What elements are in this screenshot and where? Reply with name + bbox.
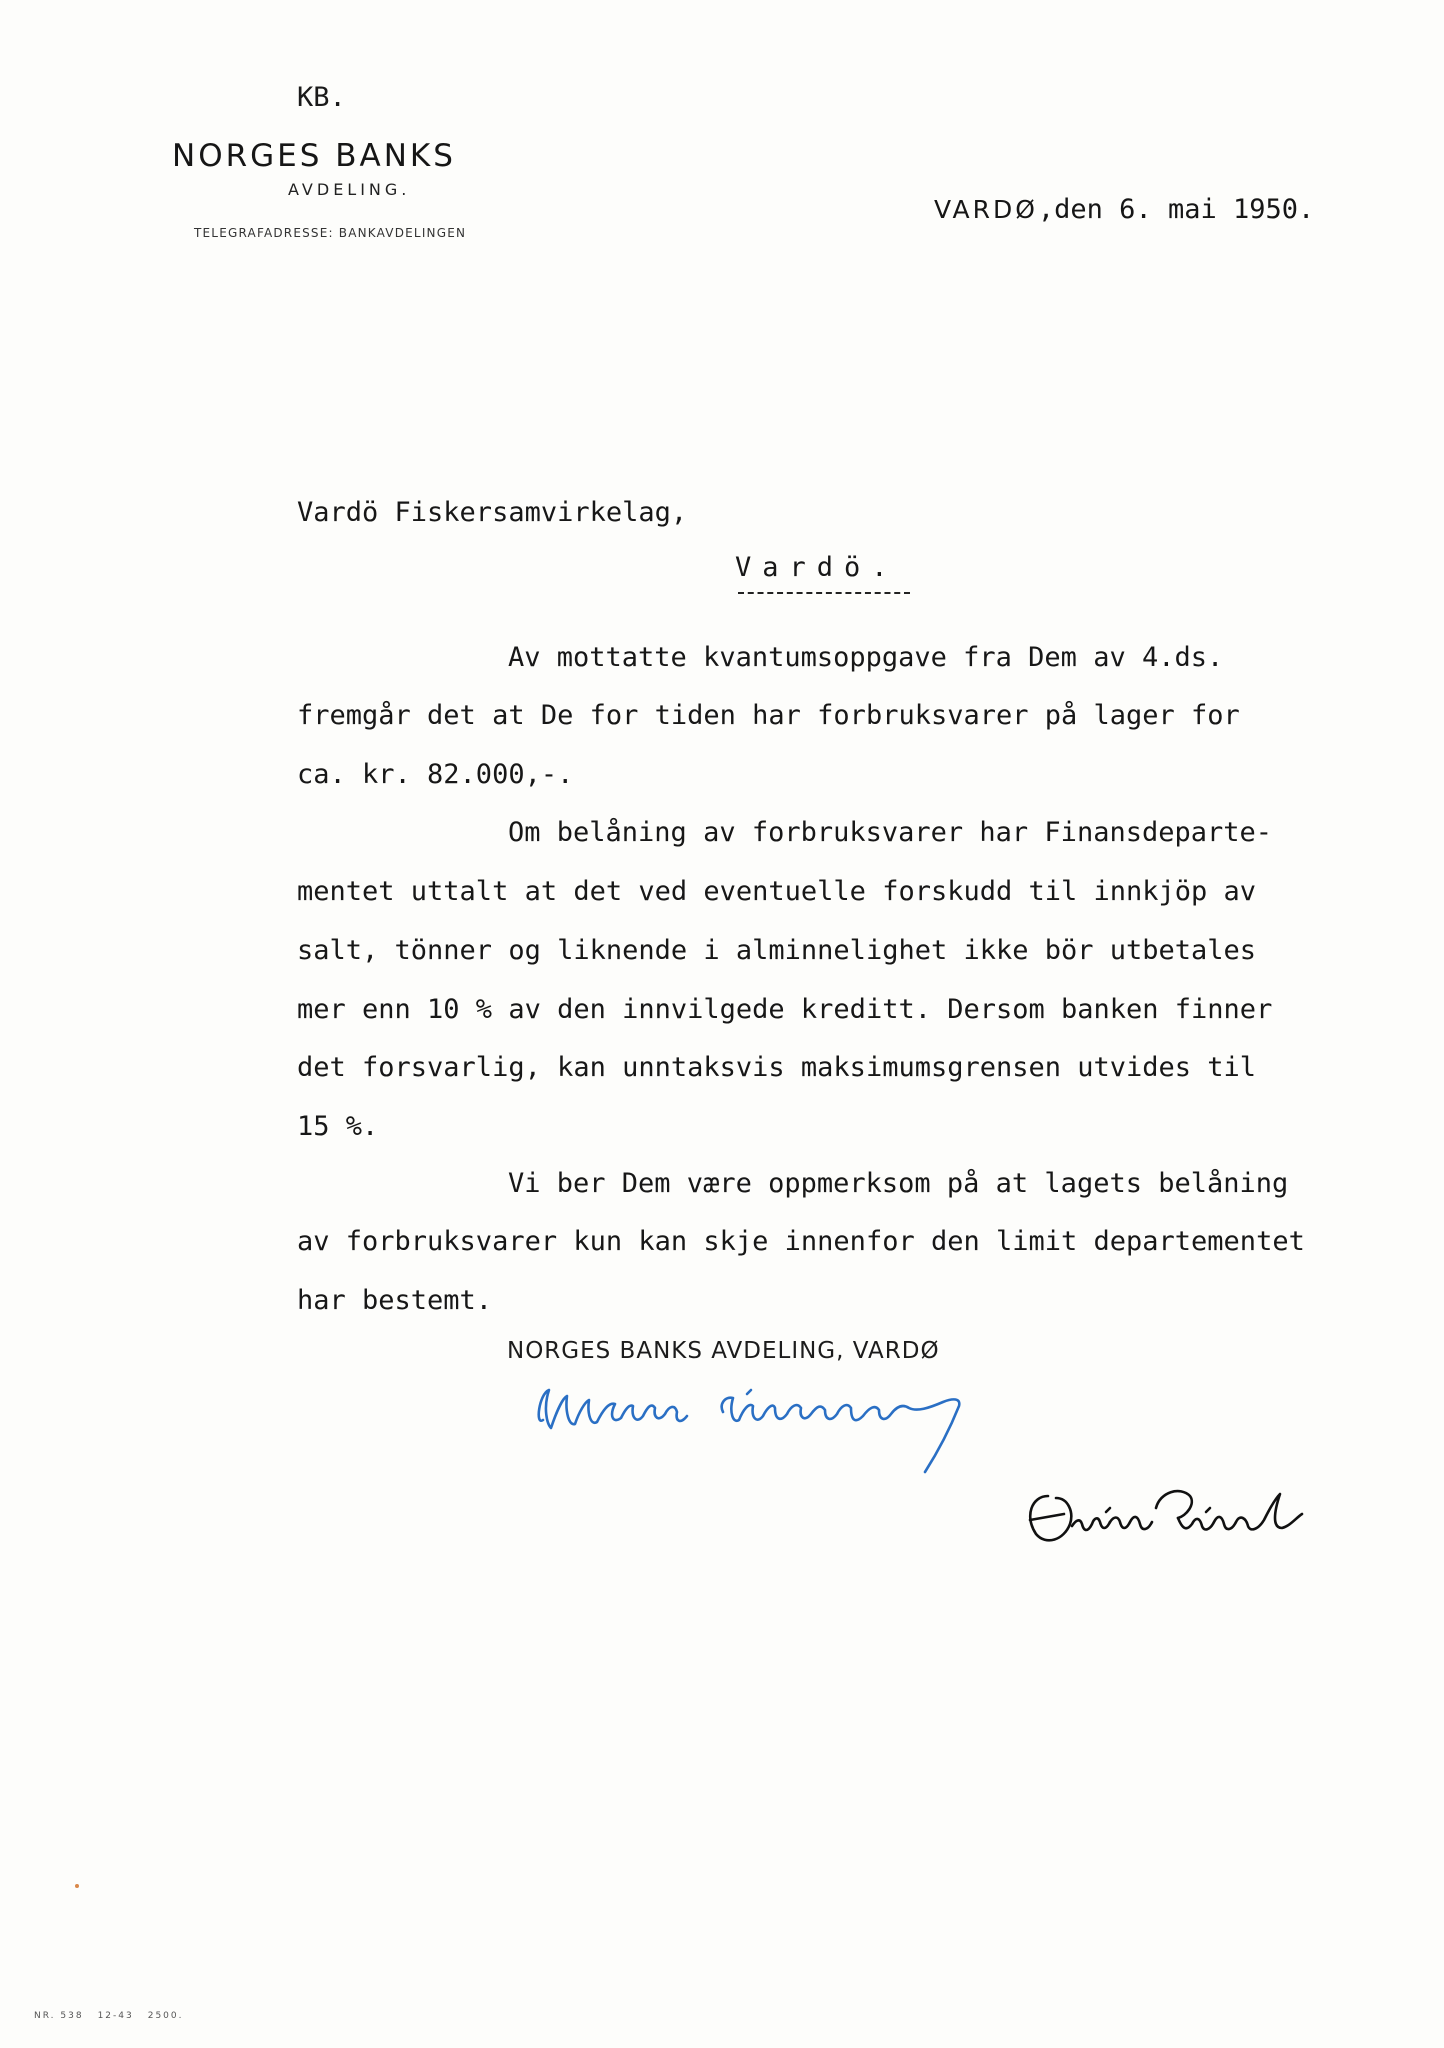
paragraph-2-line-6: 15 %. (297, 1111, 379, 1142)
letterhead-branch: AVDELING. (288, 180, 411, 199)
paragraph-2-line-4: mer enn 10 % av den innvilgede kreditt. Dersom banken finner (297, 994, 1273, 1025)
signature-block-title: NORGES BANKS AVDELING, VARDØ (507, 1338, 940, 1364)
paragraph-1-line-1: Av mottatte kvantumsoppgave fra Dem av 4.ds. (508, 642, 1224, 673)
paragraph-1-line-2: fremgår det at De for tiden har forbruksvarer på lager for (297, 700, 1240, 731)
dateline-date: ,den 6. mai 1950. (1037, 194, 1315, 225)
recipient-city: Vardö. (735, 552, 899, 583)
paragraph-2-line-3: salt, tönner og liknende i alminnelighet ikke bör utbetales (297, 935, 1257, 966)
blue-signature (525, 1368, 1065, 1478)
form-number-footer (34, 2011, 198, 2021)
paragraph-3-line-1: Vi ber Dem være oppmerksom på at lagets belåning (508, 1168, 1289, 1199)
letterhead-bank-name: NORGES BANKS (172, 138, 456, 174)
paragraph-2-line-5: det forsvarlig, kan unntaksvis maksimumsgrensen utvides til (297, 1052, 1257, 1083)
dateline (934, 194, 1314, 225)
form-print-run: 2500. (147, 2011, 184, 2021)
paragraph-2-line-1: Om belåning av forbruksvarer har Finansdeparte- (508, 817, 1273, 848)
black-signature (1010, 1468, 1340, 1578)
recipient-city-underline (738, 592, 910, 594)
letterhead-telegraph-address: TELEGRAFADRESSE: BANKAVDELINGEN (194, 226, 467, 240)
paragraph-3-line-3: har bestemt. (297, 1285, 493, 1316)
paragraph-3-line-2: av forbruksvarer kun kan skje innenfor den limit departementet (297, 1226, 1305, 1257)
paragraph-2-line-2: mentet uttalt at det ved eventuelle forskudd til innkjöp av (297, 876, 1257, 907)
paragraph-1-line-3: ca. kr. 82.000,-. (297, 759, 574, 790)
dateline-place: VARDØ (934, 195, 1038, 224)
form-number: NR. 538 (34, 2011, 84, 2021)
ink-speck (75, 1884, 79, 1888)
recipient-name: Vardö Fiskersamvirkelag, (297, 497, 688, 528)
form-date: 12-43 (97, 2011, 134, 2021)
letterhead-reference: KB. (297, 82, 346, 113)
